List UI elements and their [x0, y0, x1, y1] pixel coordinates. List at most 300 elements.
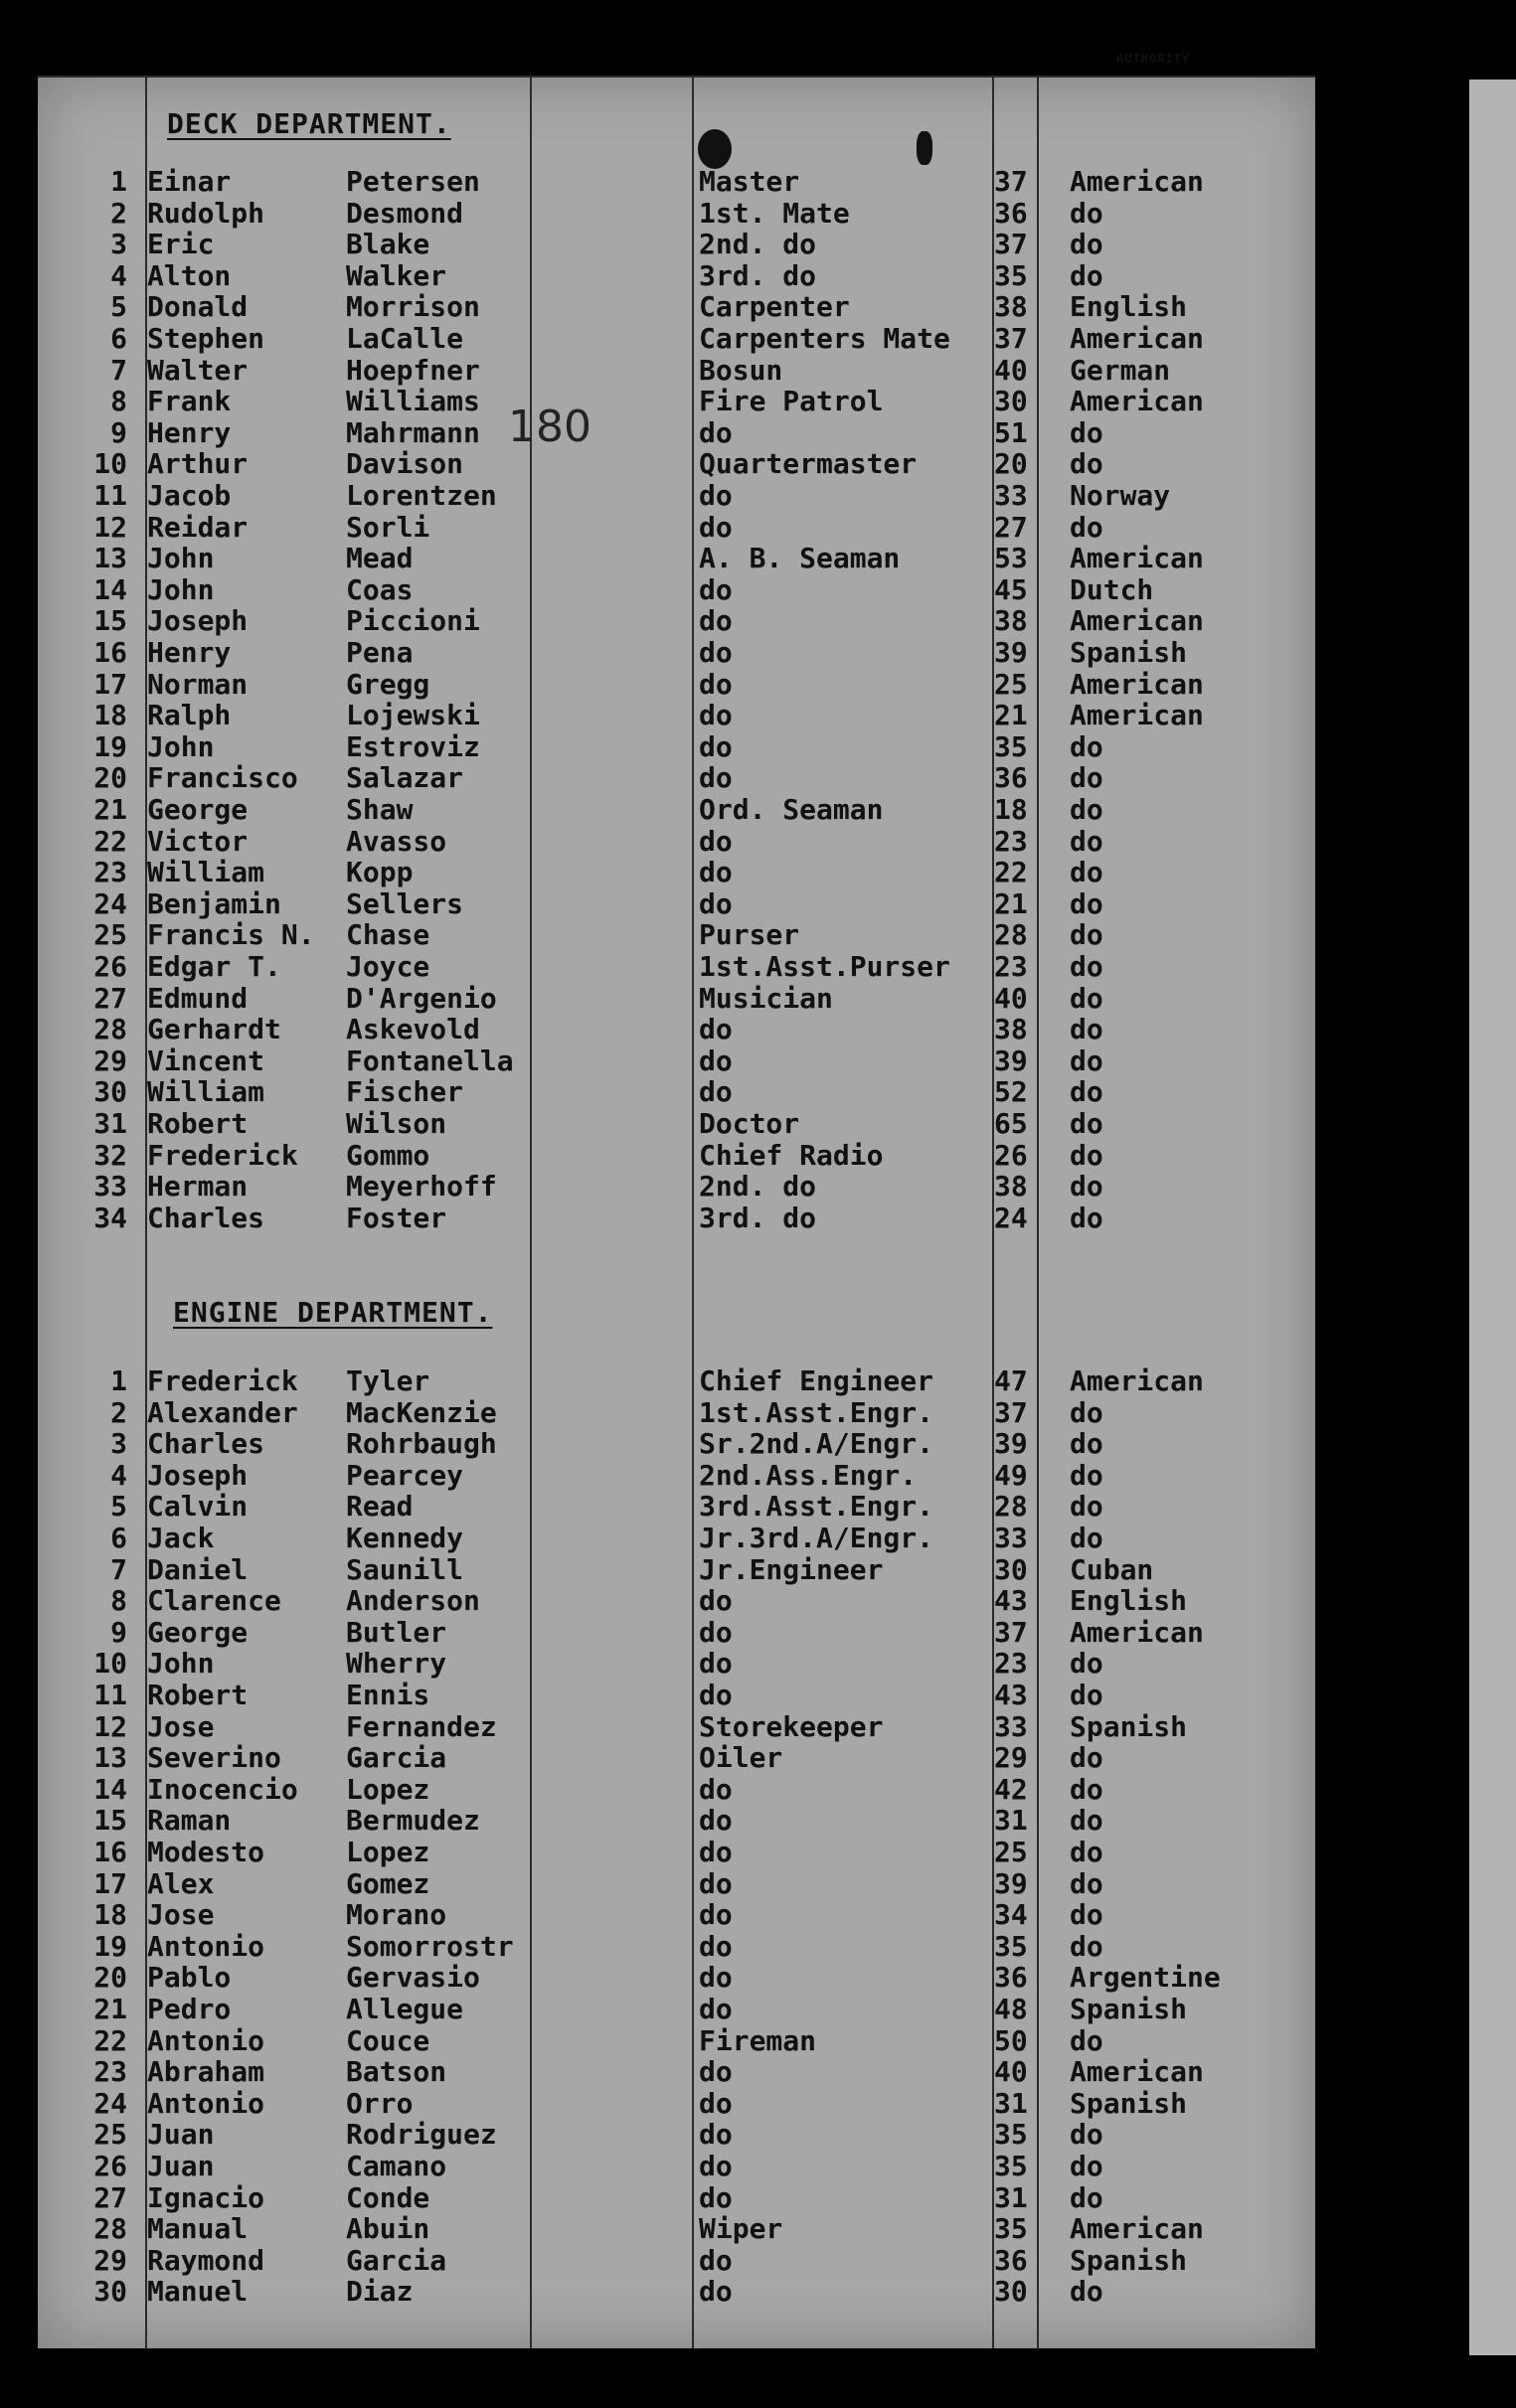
crew-first: Charles — [147, 1427, 265, 1461]
crew-title: do — [699, 2243, 733, 2277]
crew-first: Abraham — [147, 2055, 265, 2089]
deck-crew-row — [38, 668, 1315, 700]
deck-crew-row — [38, 1075, 1315, 1107]
crew-age: 29 — [994, 1741, 1028, 1775]
crew-age: 35 — [994, 258, 1028, 292]
crew-num: 6 — [110, 1522, 127, 1554]
engine-crew-row — [38, 2055, 1315, 2087]
crew-num: 14 — [93, 572, 127, 606]
crew-num: 1 — [110, 1365, 127, 1397]
crew-nat: do — [1070, 1201, 1103, 1234]
crew-age: 20 — [994, 447, 1028, 481]
crew-num: 2 — [110, 196, 127, 230]
crew-last: Askevold — [346, 1013, 480, 1046]
crew-title: Jr.3rd.A/Engr. — [699, 1522, 934, 1554]
crew-age: 35 — [994, 729, 1028, 763]
crew-num: 10 — [93, 1647, 127, 1681]
crew-title: 3rd.Asst.Engr. — [699, 1490, 934, 1524]
engine-crew-row — [38, 1836, 1315, 1867]
crew-first: Stephen — [147, 322, 265, 355]
crew-age: 38 — [994, 1170, 1028, 1204]
crew-age: 37 — [994, 228, 1028, 261]
crew-last: Rohrbaugh — [346, 1427, 497, 1461]
crew-last: Conde — [346, 2180, 430, 2214]
crew-nat: do — [1070, 1013, 1103, 1046]
crew-first: George — [147, 793, 249, 826]
engine-crew-row — [38, 1993, 1315, 2024]
crew-title: do — [699, 510, 733, 544]
crew-title: do — [699, 1866, 733, 1900]
crew-num: 4 — [110, 1458, 127, 1492]
crew-last: Wherry — [346, 1647, 447, 1681]
crew-age: 23 — [994, 824, 1028, 858]
crew-age: 37 — [994, 1395, 1028, 1429]
crew-last: Morano — [346, 1898, 447, 1932]
deck-crew-row — [38, 887, 1315, 919]
crew-last: D'Argenio — [346, 981, 497, 1015]
crew-num: 14 — [93, 1772, 127, 1806]
crew-nat: Argentine — [1070, 1961, 1221, 1995]
deck-crew-row — [38, 1202, 1315, 1233]
crew-last: Coas — [346, 572, 414, 606]
crew-first: Alex — [147, 1866, 215, 1900]
corner-label: AUTHORITY — [1116, 52, 1191, 66]
crew-last: Fontanella — [346, 1043, 514, 1077]
crew-nat: English — [1070, 290, 1188, 324]
crew-first: Juan — [147, 2150, 215, 2182]
crew-first: Robert — [147, 1107, 249, 1140]
crew-nat: do — [1070, 228, 1103, 261]
crew-nat: Cuban — [1070, 1552, 1154, 1586]
crew-last: Lopez — [346, 1772, 430, 1806]
crew-nat: do — [1070, 1395, 1103, 1429]
crew-first: Raman — [147, 1804, 232, 1838]
crew-title: do — [699, 1584, 733, 1618]
crew-age: 38 — [994, 604, 1028, 638]
deck-crew-row — [38, 982, 1315, 1014]
crew-num: 12 — [93, 510, 127, 544]
crew-age: 37 — [994, 165, 1028, 198]
crew-nat: do — [1070, 1741, 1103, 1775]
crew-nat: Spanish — [1070, 2243, 1188, 2277]
crew-num: 30 — [93, 2275, 127, 2309]
deck-crew-row — [38, 761, 1315, 793]
crew-title: do — [699, 1993, 733, 2025]
crew-num: 2 — [110, 1395, 127, 1429]
crew-age: 34 — [994, 1898, 1028, 1932]
crew-age: 40 — [994, 981, 1028, 1015]
crew-nat: American — [1070, 667, 1204, 701]
engine-crew-row — [38, 1584, 1315, 1616]
deck-crew-row — [38, 1170, 1315, 1202]
crew-nat: do — [1070, 2150, 1103, 2182]
crew-age: 40 — [994, 353, 1028, 387]
crew-num: 33 — [93, 1170, 127, 1204]
crew-nat: do — [1070, 1772, 1103, 1806]
crew-last: Mead — [346, 542, 414, 575]
crew-first: Manual — [147, 2212, 249, 2246]
crew-title: do — [699, 699, 733, 732]
crew-title: do — [699, 2086, 733, 2120]
deck-crew-row — [38, 385, 1315, 416]
crew-num: 23 — [93, 856, 127, 889]
engine-crew-row — [38, 2181, 1315, 2213]
crew-nat: do — [1070, 856, 1103, 889]
crew-title: do — [699, 2150, 733, 2182]
crew-title: do — [699, 1836, 733, 1868]
top-border — [38, 76, 1315, 78]
crew-last: Tyler — [346, 1365, 430, 1397]
crew-nat: do — [1070, 824, 1103, 858]
crew-nat: do — [1070, 2180, 1103, 2214]
crew-last: Morrison — [346, 290, 480, 324]
crew-first: Vincent — [147, 1043, 265, 1077]
crew-num: 5 — [110, 290, 127, 324]
crew-last: Williams — [346, 385, 480, 418]
crew-nat: American — [1070, 165, 1204, 198]
deck-crew-row — [38, 1044, 1315, 1076]
crew-last: Batson — [346, 2055, 447, 2089]
crew-age: 49 — [994, 1458, 1028, 1492]
engine-crew-row — [38, 1710, 1315, 1742]
crew-first: Jose — [147, 1898, 215, 1932]
crew-age: 21 — [994, 699, 1028, 732]
crew-first: Joseph — [147, 1458, 249, 1492]
crew-age: 36 — [994, 2243, 1028, 2277]
crew-num: 22 — [93, 2023, 127, 2057]
crew-num: 20 — [93, 761, 127, 795]
crew-title: do — [699, 1804, 733, 1838]
crew-last: Wilson — [346, 1107, 447, 1140]
engine-crew-row — [38, 1961, 1315, 1993]
crew-last: Lorentzen — [346, 479, 497, 512]
crew-last: Pearcey — [346, 1458, 464, 1492]
crew-first: Henry — [147, 415, 232, 449]
engine-crew-row — [38, 1773, 1315, 1805]
crew-num: 16 — [93, 636, 127, 669]
crew-nat: do — [1070, 1075, 1103, 1109]
crew-num: 29 — [93, 1043, 127, 1077]
crew-num: 30 — [93, 1075, 127, 1109]
crew-num: 24 — [93, 2086, 127, 2120]
crew-nat: do — [1070, 415, 1103, 449]
crew-title: 2nd. do — [699, 1170, 817, 1204]
crew-num: 3 — [110, 228, 127, 261]
crew-age: 31 — [994, 1804, 1028, 1838]
crew-age: 39 — [994, 636, 1028, 669]
deck-department-heading: DECK DEPARTMENT. — [167, 107, 451, 140]
crew-title: Bosun — [699, 353, 783, 387]
crew-first: Severino — [147, 1741, 281, 1775]
crew-last: Pena — [346, 636, 414, 669]
crew-first: William — [147, 856, 265, 889]
crew-last: Meyerhoff — [346, 1170, 497, 1204]
crew-age: 18 — [994, 793, 1028, 826]
crew-num: 8 — [110, 1584, 127, 1618]
crew-first: Daniel — [147, 1552, 249, 1586]
crew-title: Ord. Seaman — [699, 793, 884, 826]
crew-nat: do — [1070, 729, 1103, 763]
crew-last: Saunill — [346, 1552, 464, 1586]
engine-crew-row — [38, 1867, 1315, 1899]
crew-nat: do — [1070, 1043, 1103, 1077]
crew-last: Garcia — [346, 2243, 447, 2277]
crew-age: 21 — [994, 886, 1028, 920]
crew-age: 37 — [994, 322, 1028, 355]
crew-age: 36 — [994, 761, 1028, 795]
crew-title: A. B. Seaman — [699, 542, 901, 575]
engine-crew-row — [38, 1522, 1315, 1553]
crew-last: Gomez — [346, 1866, 430, 1900]
deck-crew-row — [38, 793, 1315, 825]
crew-title: do — [699, 1961, 733, 1995]
crew-age: 26 — [994, 1138, 1028, 1172]
crew-age: 23 — [994, 950, 1028, 983]
crew-first: Frank — [147, 385, 232, 418]
crew-title: do — [699, 1929, 733, 1963]
crew-num: 20 — [93, 1961, 127, 1995]
crew-first: Jose — [147, 1709, 215, 1743]
crew-nat: German — [1070, 353, 1171, 387]
crew-title: do — [699, 479, 733, 512]
crew-num: 13 — [93, 1741, 127, 1775]
crew-first: Antonio — [147, 2086, 265, 2120]
crew-title: do — [699, 2055, 733, 2089]
crew-first: Francisco — [147, 761, 298, 795]
deck-crew-row — [38, 573, 1315, 605]
crew-title: Chief Radio — [699, 1138, 884, 1172]
crew-first: Clarence — [147, 1584, 281, 1618]
crew-age: 39 — [994, 1427, 1028, 1461]
crew-first: Modesto — [147, 1836, 265, 1868]
crew-last: Gregg — [346, 667, 430, 701]
crew-nat: do — [1070, 1929, 1103, 1963]
crew-nat: do — [1070, 2023, 1103, 2057]
engine-crew-row — [38, 2275, 1315, 2307]
crew-nat: American — [1070, 2055, 1204, 2089]
crew-last: Somorrostr — [346, 1929, 514, 1963]
crew-nat: do — [1070, 1804, 1103, 1838]
deck-crew-row — [38, 1139, 1315, 1171]
crew-age: 52 — [994, 1075, 1028, 1109]
crew-title: do — [699, 604, 733, 638]
crew-title: do — [699, 2118, 733, 2152]
crew-age: 35 — [994, 1929, 1028, 1963]
crew-title: do — [699, 2180, 733, 2214]
crew-num: 25 — [93, 2118, 127, 2152]
crew-nat: do — [1070, 950, 1103, 983]
crew-age: 25 — [994, 667, 1028, 701]
deck-crew-row — [38, 950, 1315, 982]
crew-first: Alexander — [147, 1395, 298, 1429]
deck-crew-row — [38, 416, 1315, 448]
engine-crew-row — [38, 1427, 1315, 1459]
crew-last: Anderson — [346, 1584, 480, 1618]
crew-age: 31 — [994, 2086, 1028, 2120]
crew-first: Einar — [147, 165, 232, 198]
crew-num: 12 — [93, 1709, 127, 1743]
crew-nat: Spanish — [1070, 636, 1188, 669]
crew-nat: do — [1070, 981, 1103, 1015]
crew-first: Edmund — [147, 981, 249, 1015]
crew-nat: do — [1070, 196, 1103, 230]
crew-first: Alton — [147, 258, 232, 292]
crew-first: Calvin — [147, 1490, 249, 1524]
crew-last: Foster — [346, 1201, 447, 1234]
crew-title: do — [699, 572, 733, 606]
crew-num: 24 — [93, 886, 127, 920]
deck-crew-row — [38, 197, 1315, 229]
crew-title: 2nd. do — [699, 228, 817, 261]
engine-crew-row — [38, 2212, 1315, 2244]
crew-age: 45 — [994, 572, 1028, 606]
crew-nat: English — [1070, 1584, 1188, 1618]
engine-department-heading: ENGINE DEPARTMENT. — [173, 1296, 493, 1329]
crew-nat: do — [1070, 1458, 1103, 1492]
crew-title: do — [699, 1772, 733, 1806]
deck-crew-row — [38, 1013, 1315, 1044]
crew-age: 40 — [994, 2055, 1028, 2089]
crew-age: 30 — [994, 2275, 1028, 2309]
crew-title: Sr.2nd.A/Engr. — [699, 1427, 934, 1461]
crew-first: Raymond — [147, 2243, 265, 2277]
deck-crew-row — [38, 322, 1315, 354]
crew-age: 35 — [994, 2118, 1028, 2152]
crew-age: 39 — [994, 1866, 1028, 1900]
crew-first: Gerhardt — [147, 1013, 281, 1046]
crew-first: George — [147, 1615, 249, 1649]
crew-num: 3 — [110, 1427, 127, 1461]
engine-crew-row — [38, 1459, 1315, 1491]
crew-title: do — [699, 761, 733, 795]
crew-last: LaCalle — [346, 322, 464, 355]
crew-num: 23 — [93, 2055, 127, 2089]
crew-num: 10 — [93, 447, 127, 481]
crew-nat: do — [1070, 886, 1103, 920]
crew-first: Ignacio — [147, 2180, 265, 2214]
engine-crew-row — [38, 2118, 1315, 2150]
crew-nat: American — [1070, 699, 1204, 732]
crew-num: 11 — [93, 479, 127, 512]
crew-nat: do — [1070, 1679, 1103, 1711]
crew-num: 19 — [93, 1929, 127, 1963]
deck-crew-row — [38, 165, 1315, 197]
engine-crew-row — [38, 1553, 1315, 1585]
crew-age: 33 — [994, 1522, 1028, 1554]
crew-nat: Spanish — [1070, 1709, 1188, 1743]
crew-age: 27 — [994, 510, 1028, 544]
crew-title: Chief Engineer — [699, 1365, 934, 1397]
crew-title: Storekeeper — [699, 1709, 884, 1743]
crew-nat: do — [1070, 258, 1103, 292]
crew-num: 17 — [93, 667, 127, 701]
crew-age: 36 — [994, 196, 1028, 230]
crew-num: 22 — [93, 824, 127, 858]
crew-num: 25 — [93, 918, 127, 952]
crew-title: Master — [699, 165, 800, 198]
crew-last: Kennedy — [346, 1522, 464, 1554]
crew-age: 35 — [994, 2212, 1028, 2246]
crew-age: 33 — [994, 479, 1028, 512]
crew-last: Gommo — [346, 1138, 430, 1172]
crew-num: 5 — [110, 1490, 127, 1524]
crew-last: Rodriguez — [346, 2118, 497, 2152]
crew-first: Juan — [147, 2118, 215, 2152]
crew-first: John — [147, 729, 215, 763]
deck-crew-row — [38, 228, 1315, 259]
engine-crew-row — [38, 1396, 1315, 1428]
crew-num: 21 — [93, 793, 127, 826]
crew-age: 43 — [994, 1584, 1028, 1618]
deck-crew-row — [38, 354, 1315, 386]
crew-last: Fischer — [346, 1075, 464, 1109]
deck-crew-row — [38, 730, 1315, 762]
crew-age: 65 — [994, 1107, 1028, 1140]
crew-nat: do — [1070, 1427, 1103, 1461]
crew-last: Garcia — [346, 1741, 447, 1775]
deck-crew-row — [38, 542, 1315, 573]
crew-title: do — [699, 1898, 733, 1932]
crew-num: 28 — [93, 1013, 127, 1046]
crew-age: 43 — [994, 1679, 1028, 1711]
deck-crew-row — [38, 636, 1315, 668]
crew-last: Lopez — [346, 1836, 430, 1868]
crew-age: 25 — [994, 1836, 1028, 1868]
crew-num: 15 — [93, 1804, 127, 1838]
deck-crew-row — [38, 604, 1315, 636]
crew-age: 51 — [994, 415, 1028, 449]
crew-first: Herman — [147, 1170, 249, 1204]
crew-nat: do — [1070, 1138, 1103, 1172]
crew-age: 33 — [994, 1709, 1028, 1743]
crew-num: 31 — [93, 1107, 127, 1140]
crew-last: Salazar — [346, 761, 464, 795]
crew-last: Desmond — [346, 196, 464, 230]
engine-crew-row — [38, 1490, 1315, 1522]
crew-num: 18 — [93, 699, 127, 732]
crew-first: Antonio — [147, 1929, 265, 1963]
crew-nat: Spanish — [1070, 2086, 1188, 2120]
crew-last: Kopp — [346, 856, 414, 889]
crew-nat: American — [1070, 2212, 1204, 2246]
crew-age: 35 — [994, 2150, 1028, 2182]
crew-last: Blake — [346, 228, 430, 261]
crew-title: do — [699, 1615, 733, 1649]
crew-num: 27 — [93, 981, 127, 1015]
crew-last: Couce — [346, 2023, 430, 2057]
crew-num: 26 — [93, 950, 127, 983]
crew-num: 17 — [93, 1866, 127, 1900]
crew-nat: Norway — [1070, 479, 1171, 512]
crew-title: Quartermaster — [699, 447, 918, 481]
crew-nat: Dutch — [1070, 572, 1154, 606]
crew-last: Orro — [346, 2086, 414, 2120]
crew-last: Chase — [346, 918, 430, 952]
crew-title: Fireman — [699, 2023, 817, 2057]
deck-crew-row — [38, 259, 1315, 291]
crew-num: 29 — [93, 2243, 127, 2277]
crew-num: 6 — [110, 322, 127, 355]
crew-num: 1 — [110, 165, 127, 198]
crew-num: 9 — [110, 415, 127, 449]
crew-first: John — [147, 572, 215, 606]
crew-first: Robert — [147, 1679, 249, 1711]
crew-last: Petersen — [346, 165, 480, 198]
crew-last: Allegue — [346, 1993, 464, 2025]
crew-last: Read — [346, 1490, 414, 1524]
crew-nat: do — [1070, 1170, 1103, 1204]
crew-first: Donald — [147, 290, 249, 324]
